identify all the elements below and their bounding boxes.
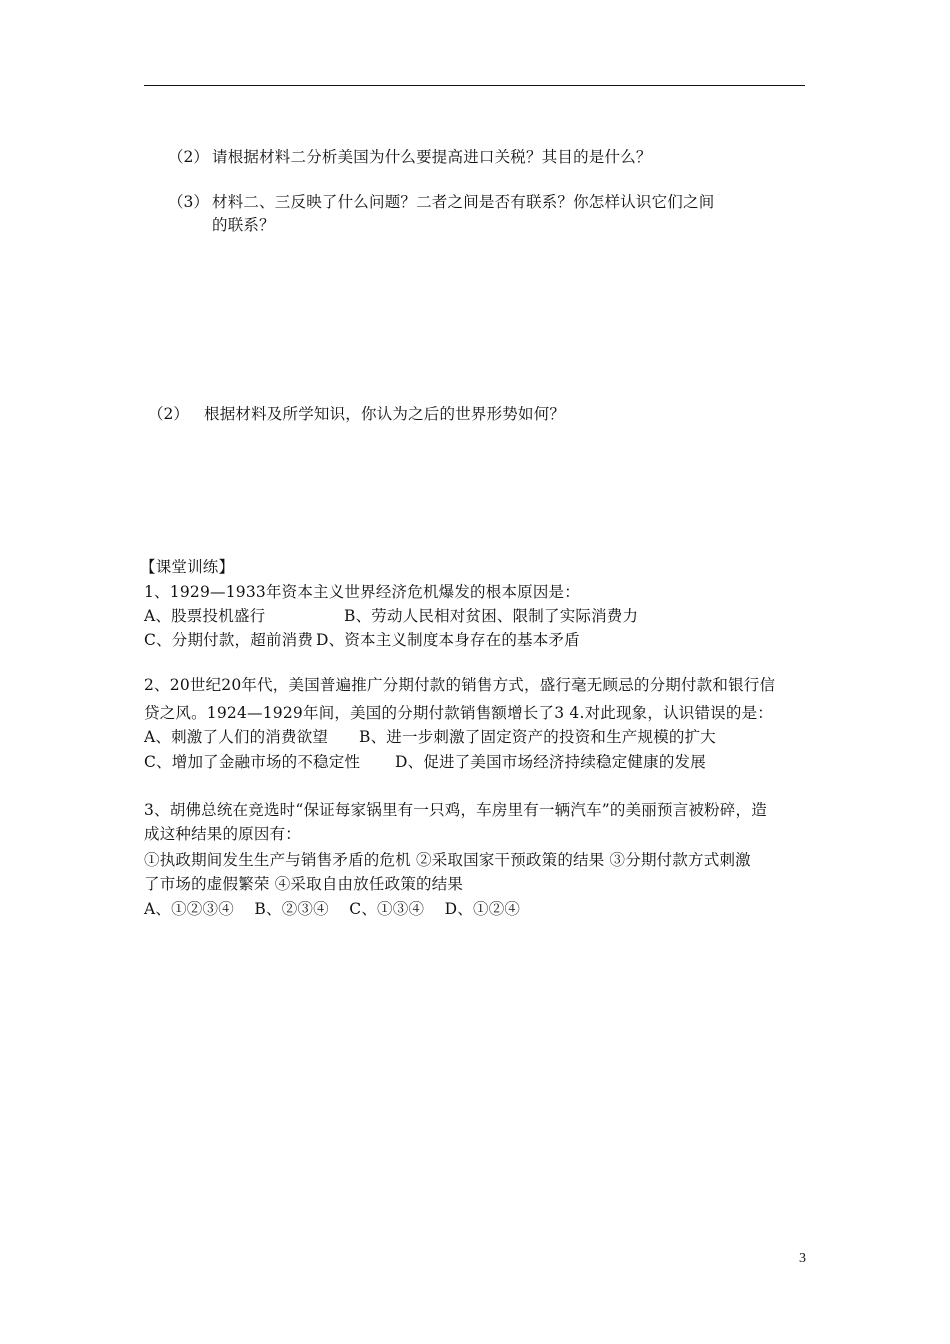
section-heading: 【课堂训练】 bbox=[140, 558, 235, 576]
mcq-statements-continued: 了市场的虚假繁荣 ④采取自由放任政策的结果 bbox=[144, 875, 464, 893]
mcq-options: A、①②③④ B、②③④ C、①③④ D、①②④ bbox=[144, 900, 521, 918]
mcq-stem: 3、胡佛总统在竞选时“保证每家锅里有一只鸡，车房里有一辆汽车”的美丽预言被粉碎，造 bbox=[144, 801, 767, 819]
question-text: 材料二、三反映了什么问题？二者之间是否有联系？你怎样认识它们之间 bbox=[212, 193, 715, 211]
mcq-option-c: C、增加了金融市场的不稳定性 bbox=[144, 753, 361, 771]
header-rule bbox=[144, 85, 805, 86]
question-text: 根据材料及所学知识，你认为之后的世界形势如何？ bbox=[204, 405, 566, 423]
mcq-stem-continued: 成这种结果的原因有： bbox=[144, 825, 302, 843]
mcq-option-a: A、刺激了人们的消费欲望 bbox=[144, 728, 329, 746]
question-number: （3） bbox=[168, 193, 209, 211]
question-text: 请根据材料二分析美国为什么要提高进口关税？其目的是什么？ bbox=[212, 148, 652, 166]
mcq-option-b: B、进一步刺激了固定资产的投资和生产规模的扩大 bbox=[359, 728, 716, 746]
mcq-option-b: B、劳动人民相对贫困、限制了实际消费力 bbox=[344, 607, 639, 625]
mcq-option-c: C、分期付款，超前消费 bbox=[144, 631, 314, 649]
question-number: （2） bbox=[148, 405, 189, 423]
mcq-option-d: D、资本主义制度本身存在的基本矛盾 bbox=[316, 631, 580, 649]
page-number: 3 bbox=[799, 1251, 806, 1266]
mcq-stem: 2、20世纪20年代，美国普遍推广分期付款的销售方式，盛行毫无顾忌的分期付款和银行信 bbox=[144, 676, 776, 694]
mcq-stem-continued: 贷之风。1924—1929年间，美国的分期付款销售额增长了3 4.对此现象，认识错误的是： bbox=[144, 704, 773, 722]
mcq-statements: ①执政期间发生生产与销售矛盾的危机 ②采取国家干预政策的结果 ③分期付款方式刺激 bbox=[144, 851, 751, 869]
mcq-option-a: A、股票投机盛行 bbox=[144, 607, 266, 625]
question-text-continued: 的联系？ bbox=[212, 216, 275, 234]
mcq-option-d: D、促进了美国市场经济持续稳定健康的发展 bbox=[395, 753, 706, 771]
question-number: （2） bbox=[168, 148, 209, 166]
mcq-stem: 1、1929—1933年资本主义世界经济危机爆发的根本原因是： bbox=[144, 583, 580, 601]
